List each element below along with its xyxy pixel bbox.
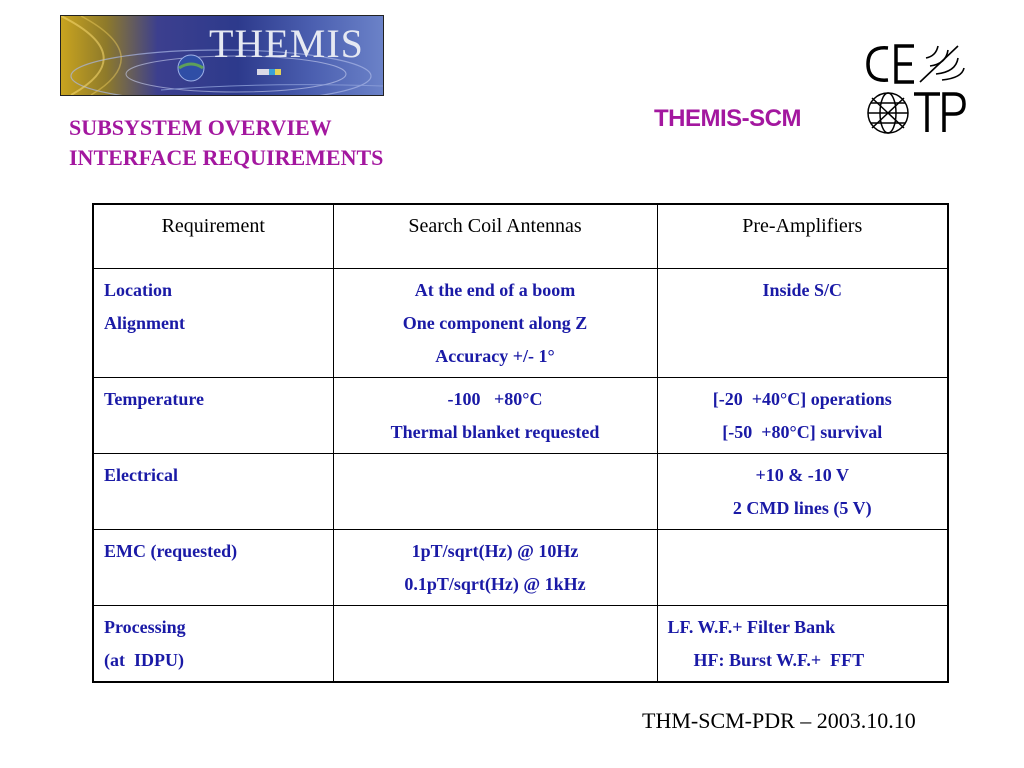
subtitle-line-1: SUBSYSTEM OVERVIEW (69, 115, 332, 140)
cell-line: 0.1pT/sqrt(Hz) @ 1kHz (404, 573, 586, 594)
cell-line: [-50 +80°C] survival (722, 421, 883, 442)
requirement-cell (93, 377, 333, 453)
cell-line: One component along Z (402, 312, 588, 333)
search-coil-cell (333, 605, 657, 682)
cell-line: Processing (104, 616, 186, 637)
pre-amp-cell (657, 268, 948, 377)
header-requirement: Requirement (93, 204, 333, 268)
themis-logo (60, 15, 384, 96)
header-pre-amplifiers: Pre-Amplifiers (657, 204, 948, 268)
search-coil-cell (333, 377, 657, 453)
cell-line: -100 +80°C (447, 388, 543, 409)
pre-amp-cell (657, 377, 948, 453)
cell-line: Electrical (104, 464, 178, 485)
requirement-cell (93, 453, 333, 529)
table-row (93, 605, 948, 682)
page-title: THEMIS-SCM (654, 105, 801, 132)
slide-subtitle (69, 113, 383, 173)
table-header-row (93, 204, 948, 268)
cell-line: Accuracy +/- 1° (435, 345, 555, 366)
cell-line: 1pT/sqrt(Hz) @ 10Hz (411, 540, 579, 561)
pre-amp-cell (657, 453, 948, 529)
header-search-coil-antennas: Search Coil Antennas (333, 204, 657, 268)
requirements-table (92, 203, 949, 683)
requirement-cell (93, 268, 333, 377)
cell-line: Inside S/C (762, 279, 843, 300)
table-row (93, 453, 948, 529)
cetp-logo (858, 38, 968, 144)
cell-line: Temperature (104, 388, 204, 409)
requirement-cell (93, 605, 333, 682)
table-row (93, 268, 948, 377)
cell-line: [-20 +40°C] operations (712, 388, 892, 409)
subtitle-line-2: INTERFACE REQUIREMENTS (69, 145, 384, 170)
cell-line: Thermal blanket requested (390, 421, 600, 442)
cell-line: Alignment (104, 312, 185, 333)
cell-line: HF: Burst W.F.+ FFT (693, 649, 865, 670)
cell-line: +10 & -10 V (755, 464, 849, 485)
cell-line: (at IDPU) (104, 649, 184, 670)
cell-line: LF. W.F.+ Filter Bank (667, 616, 836, 637)
cell-line: EMC (requested) (104, 540, 238, 561)
cell-line: Location (104, 279, 173, 300)
requirement-cell (93, 529, 333, 605)
search-coil-cell (333, 529, 657, 605)
table-row (93, 529, 948, 605)
pre-amp-cell (657, 605, 948, 682)
logo-text: THEMIS (209, 21, 364, 66)
search-coil-cell (333, 453, 657, 529)
search-coil-cell (333, 268, 657, 377)
cell-line: At the end of a boom (414, 279, 576, 300)
pre-amp-cell (657, 529, 948, 605)
table-row (93, 377, 948, 453)
footer-document-id: THM-SCM-PDR – 2003.10.10 (642, 708, 916, 733)
cell-line: 2 CMD lines (5 V) (732, 497, 872, 518)
